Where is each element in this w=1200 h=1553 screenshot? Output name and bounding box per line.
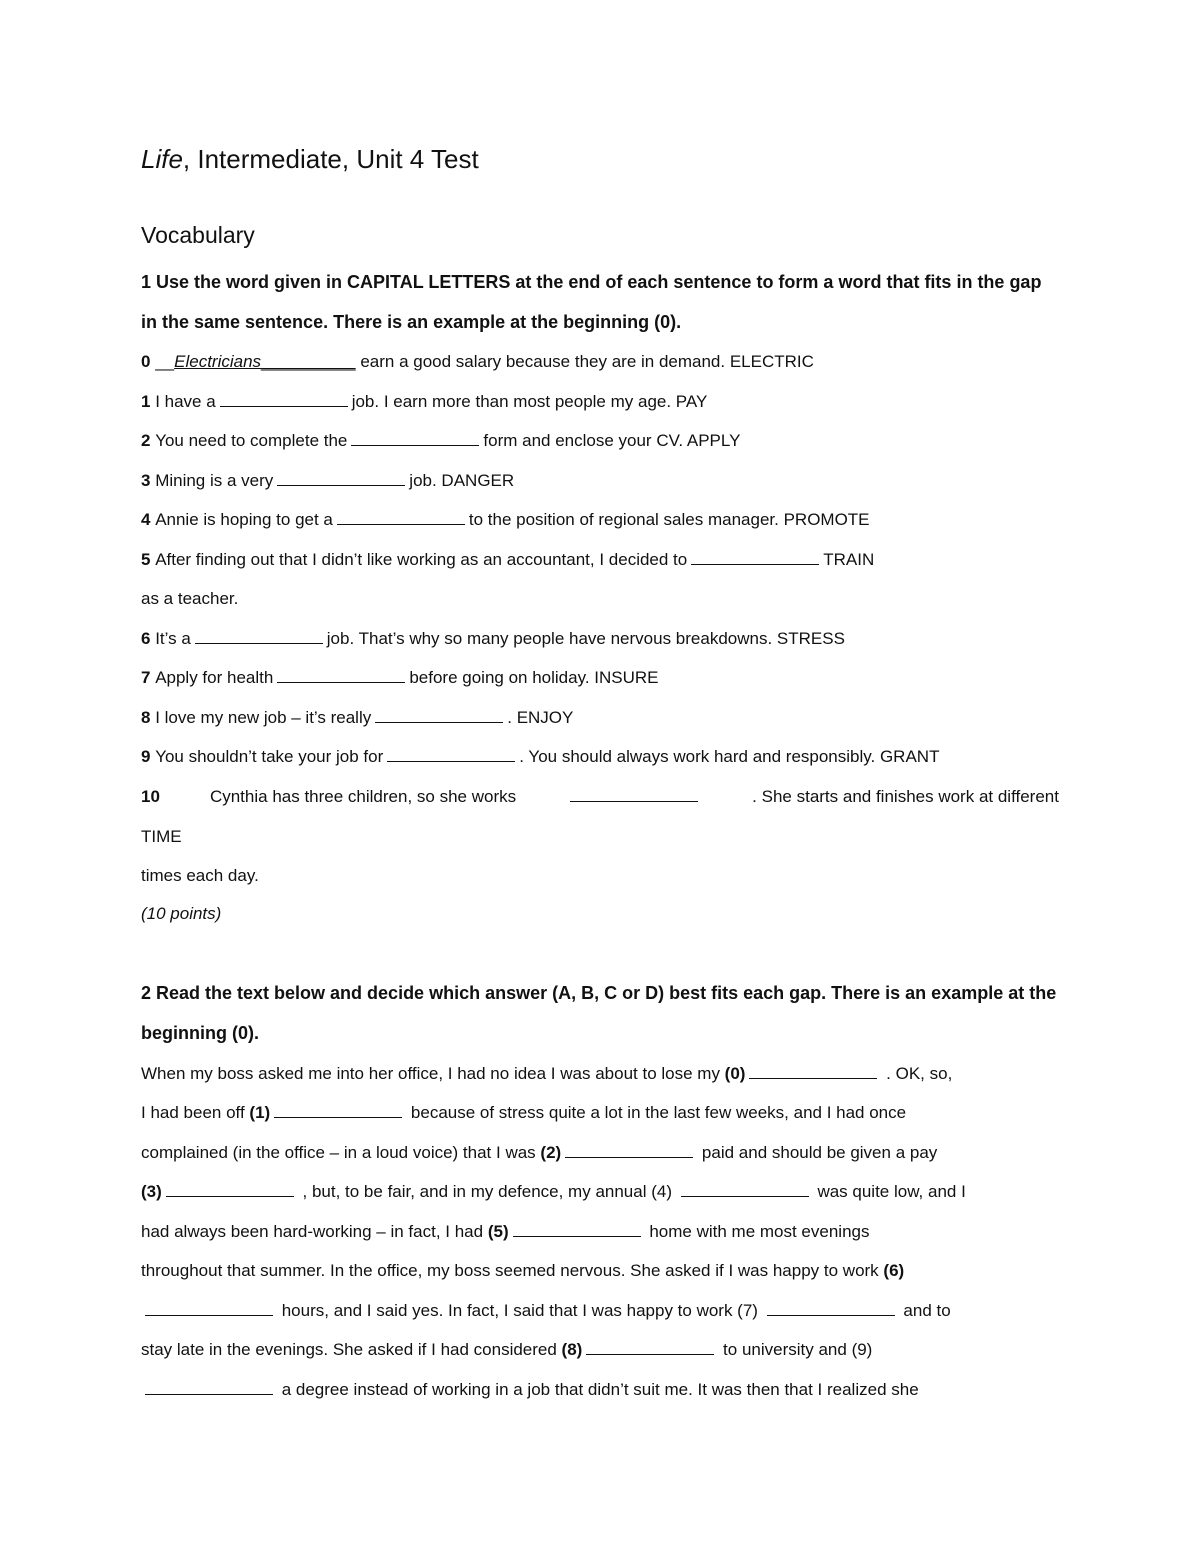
exercise1-item	[141, 706, 573, 730]
item-number: 3	[141, 471, 156, 490]
item-text-after: form and enclose your CV. APPLY	[483, 431, 741, 450]
title-rest: , Intermediate, Unit 4 Test	[182, 144, 479, 174]
item-number: 8	[141, 708, 156, 727]
item-number: 1	[141, 392, 156, 411]
item-text-after: . You should always work hard and responsibly. GRANT	[519, 747, 940, 766]
item-text-after: job. That’s why so many people have nervous breakdowns. STRESS	[326, 629, 845, 648]
answer-gap[interactable]	[749, 1062, 877, 1079]
item-text-after: . She starts and finishes work at different	[752, 787, 1059, 806]
item-text-before: Mining is a very	[155, 471, 274, 490]
item10-cont1: TIME	[141, 827, 182, 846]
answer-gap[interactable]	[767, 1299, 895, 1316]
answer-gap[interactable]	[277, 666, 405, 683]
answer-gap[interactable]	[145, 1299, 273, 1316]
answer-gap[interactable]	[570, 785, 698, 802]
exercise1-item	[141, 666, 659, 690]
passage-text: had always been hard-working – in fact, I had	[141, 1222, 488, 1241]
example-num: 0	[141, 352, 151, 371]
answer-gap[interactable]	[681, 1180, 809, 1197]
passage-line	[141, 1101, 906, 1125]
passage-text: hours, and I said yes. In fact, I said that I was happy to work (7)	[277, 1301, 763, 1320]
item-text-before: I have a	[155, 392, 216, 411]
passage-line	[141, 1220, 870, 1244]
gap-number: (1)	[249, 1103, 271, 1122]
exercise1-item	[141, 429, 740, 453]
item-number: 7	[141, 668, 156, 687]
exercise2-instruction: 2 Read the text below and decide which answer (A, B, C or D) best fits each gap. There is an example at the beginning (0).	[141, 983, 1057, 1043]
passage-line	[141, 1180, 966, 1204]
example-text: earn a good salary because they are in demand. ELECTRIC	[355, 352, 814, 371]
gap-number: (0)	[724, 1064, 746, 1083]
exercise1-item	[141, 390, 707, 414]
item-number: 6	[141, 629, 156, 648]
passage-line	[141, 1378, 919, 1402]
gap-number: (6)	[883, 1261, 905, 1280]
exercise1-instruction: 1 Use the word given in CAPITAL LETTERS at the end of each sentence to form a word that fits in the gap in the same sentence. There is an example at the beginning (0).	[141, 272, 1042, 332]
item-text-before: Apply for health	[155, 668, 274, 687]
answer-gap[interactable]	[274, 1101, 402, 1118]
answer-gap[interactable]	[375, 706, 503, 723]
answer-gap[interactable]	[220, 390, 348, 407]
title-italic: Life	[141, 144, 183, 174]
item-text-after: TRAIN	[823, 550, 875, 569]
example-line	[141, 350, 814, 374]
answer-gap[interactable]	[387, 745, 515, 762]
example-pre: __	[155, 352, 175, 371]
answer-gap[interactable]	[513, 1220, 641, 1237]
item-text-after: to the position of regional sales manager. PROMOTE	[468, 510, 870, 529]
item-text-before: You shouldn’t take your job for	[155, 747, 384, 766]
answer-gap[interactable]	[565, 1141, 693, 1158]
item-number: 4	[141, 510, 156, 529]
example-post: __________	[261, 352, 356, 371]
passage-text: was quite low, and I	[812, 1182, 966, 1201]
item-text-before: as a teacher.	[141, 589, 239, 608]
exercise1-item	[141, 548, 874, 572]
gap-number: (8)	[561, 1340, 583, 1359]
passage-text: When my boss asked me into her office, I had no idea I was about to lose my	[141, 1064, 725, 1083]
passage-line	[141, 1259, 904, 1283]
passage-text: to university and (9)	[718, 1340, 873, 1359]
answer-gap[interactable]	[351, 429, 479, 446]
exercise1-item	[141, 745, 939, 769]
item-text-after: . ENJOY	[507, 708, 574, 727]
passage-text: , but, to be fair, and in my defence, my annual (4)	[297, 1182, 677, 1201]
passage-text: stay late in the evenings. She asked if I had considered	[141, 1340, 562, 1359]
item-text-after: job. DANGER	[409, 471, 515, 490]
item-number: 9	[141, 747, 156, 766]
passage-text: home with me most evenings	[644, 1222, 870, 1241]
passage-text: . OK, so,	[881, 1064, 953, 1083]
item-text-before: Cynthia has three children, so she works	[209, 787, 517, 806]
answer-gap[interactable]	[166, 1180, 294, 1197]
item-text-before: I love my new job – it’s really	[155, 708, 372, 727]
passage-text: a degree instead of working in a job that didn’t suit me. It was then that I realized she	[277, 1380, 919, 1399]
exercise1-item	[141, 587, 238, 611]
passage-line	[141, 1338, 872, 1362]
item-text-after: job. I earn more than most people my age. PAY	[351, 392, 708, 411]
item10-cont2: times each day.	[141, 866, 259, 885]
item-number: 2	[141, 431, 156, 450]
passage-text: because of stress quite a lot in the last few weeks, and I had once	[406, 1103, 907, 1122]
passage-text: throughout that summer. In the office, my boss seemed nervous. She asked if I was happy to work	[141, 1261, 884, 1280]
item-text-before: You need to complete the	[155, 431, 348, 450]
example-answer: Electricians	[174, 352, 262, 371]
gap-number: (2)	[540, 1143, 562, 1162]
answer-gap[interactable]	[586, 1338, 714, 1355]
passage-text: I had been off	[141, 1103, 250, 1122]
exercise1-item	[141, 627, 845, 651]
exercise1-item	[141, 469, 514, 493]
answer-gap[interactable]	[195, 627, 323, 644]
gap-number: (3)	[141, 1182, 162, 1201]
answer-gap[interactable]	[691, 548, 819, 565]
section-heading: Vocabulary	[141, 222, 255, 248]
passage-text: paid and should be given a pay	[697, 1143, 938, 1162]
item-text-before: It’s a	[155, 629, 191, 648]
gap-number: (5)	[487, 1222, 509, 1241]
points-label: (10 points)	[141, 904, 222, 923]
passage-line	[141, 1141, 937, 1165]
passage-line	[141, 1299, 951, 1323]
passage-line	[141, 1062, 952, 1086]
item-text-before: After finding out that I didn’t like working as an accountant, I decided to	[155, 550, 688, 569]
answer-gap[interactable]	[145, 1378, 273, 1395]
exercise1-item	[141, 785, 1059, 809]
exercise1-item	[141, 508, 870, 532]
item-text-before: Annie is hoping to get a	[155, 510, 333, 529]
passage-text: and to	[898, 1301, 951, 1320]
passage-text: complained (in the office – in a loud voice) that I was	[141, 1143, 541, 1162]
item-text-after: before going on holiday. INSURE	[409, 668, 659, 687]
page-title	[141, 144, 479, 175]
answer-gap[interactable]	[277, 469, 405, 486]
item-number: 5	[141, 550, 156, 569]
item-number: 10	[141, 787, 160, 806]
answer-gap[interactable]	[337, 508, 465, 525]
